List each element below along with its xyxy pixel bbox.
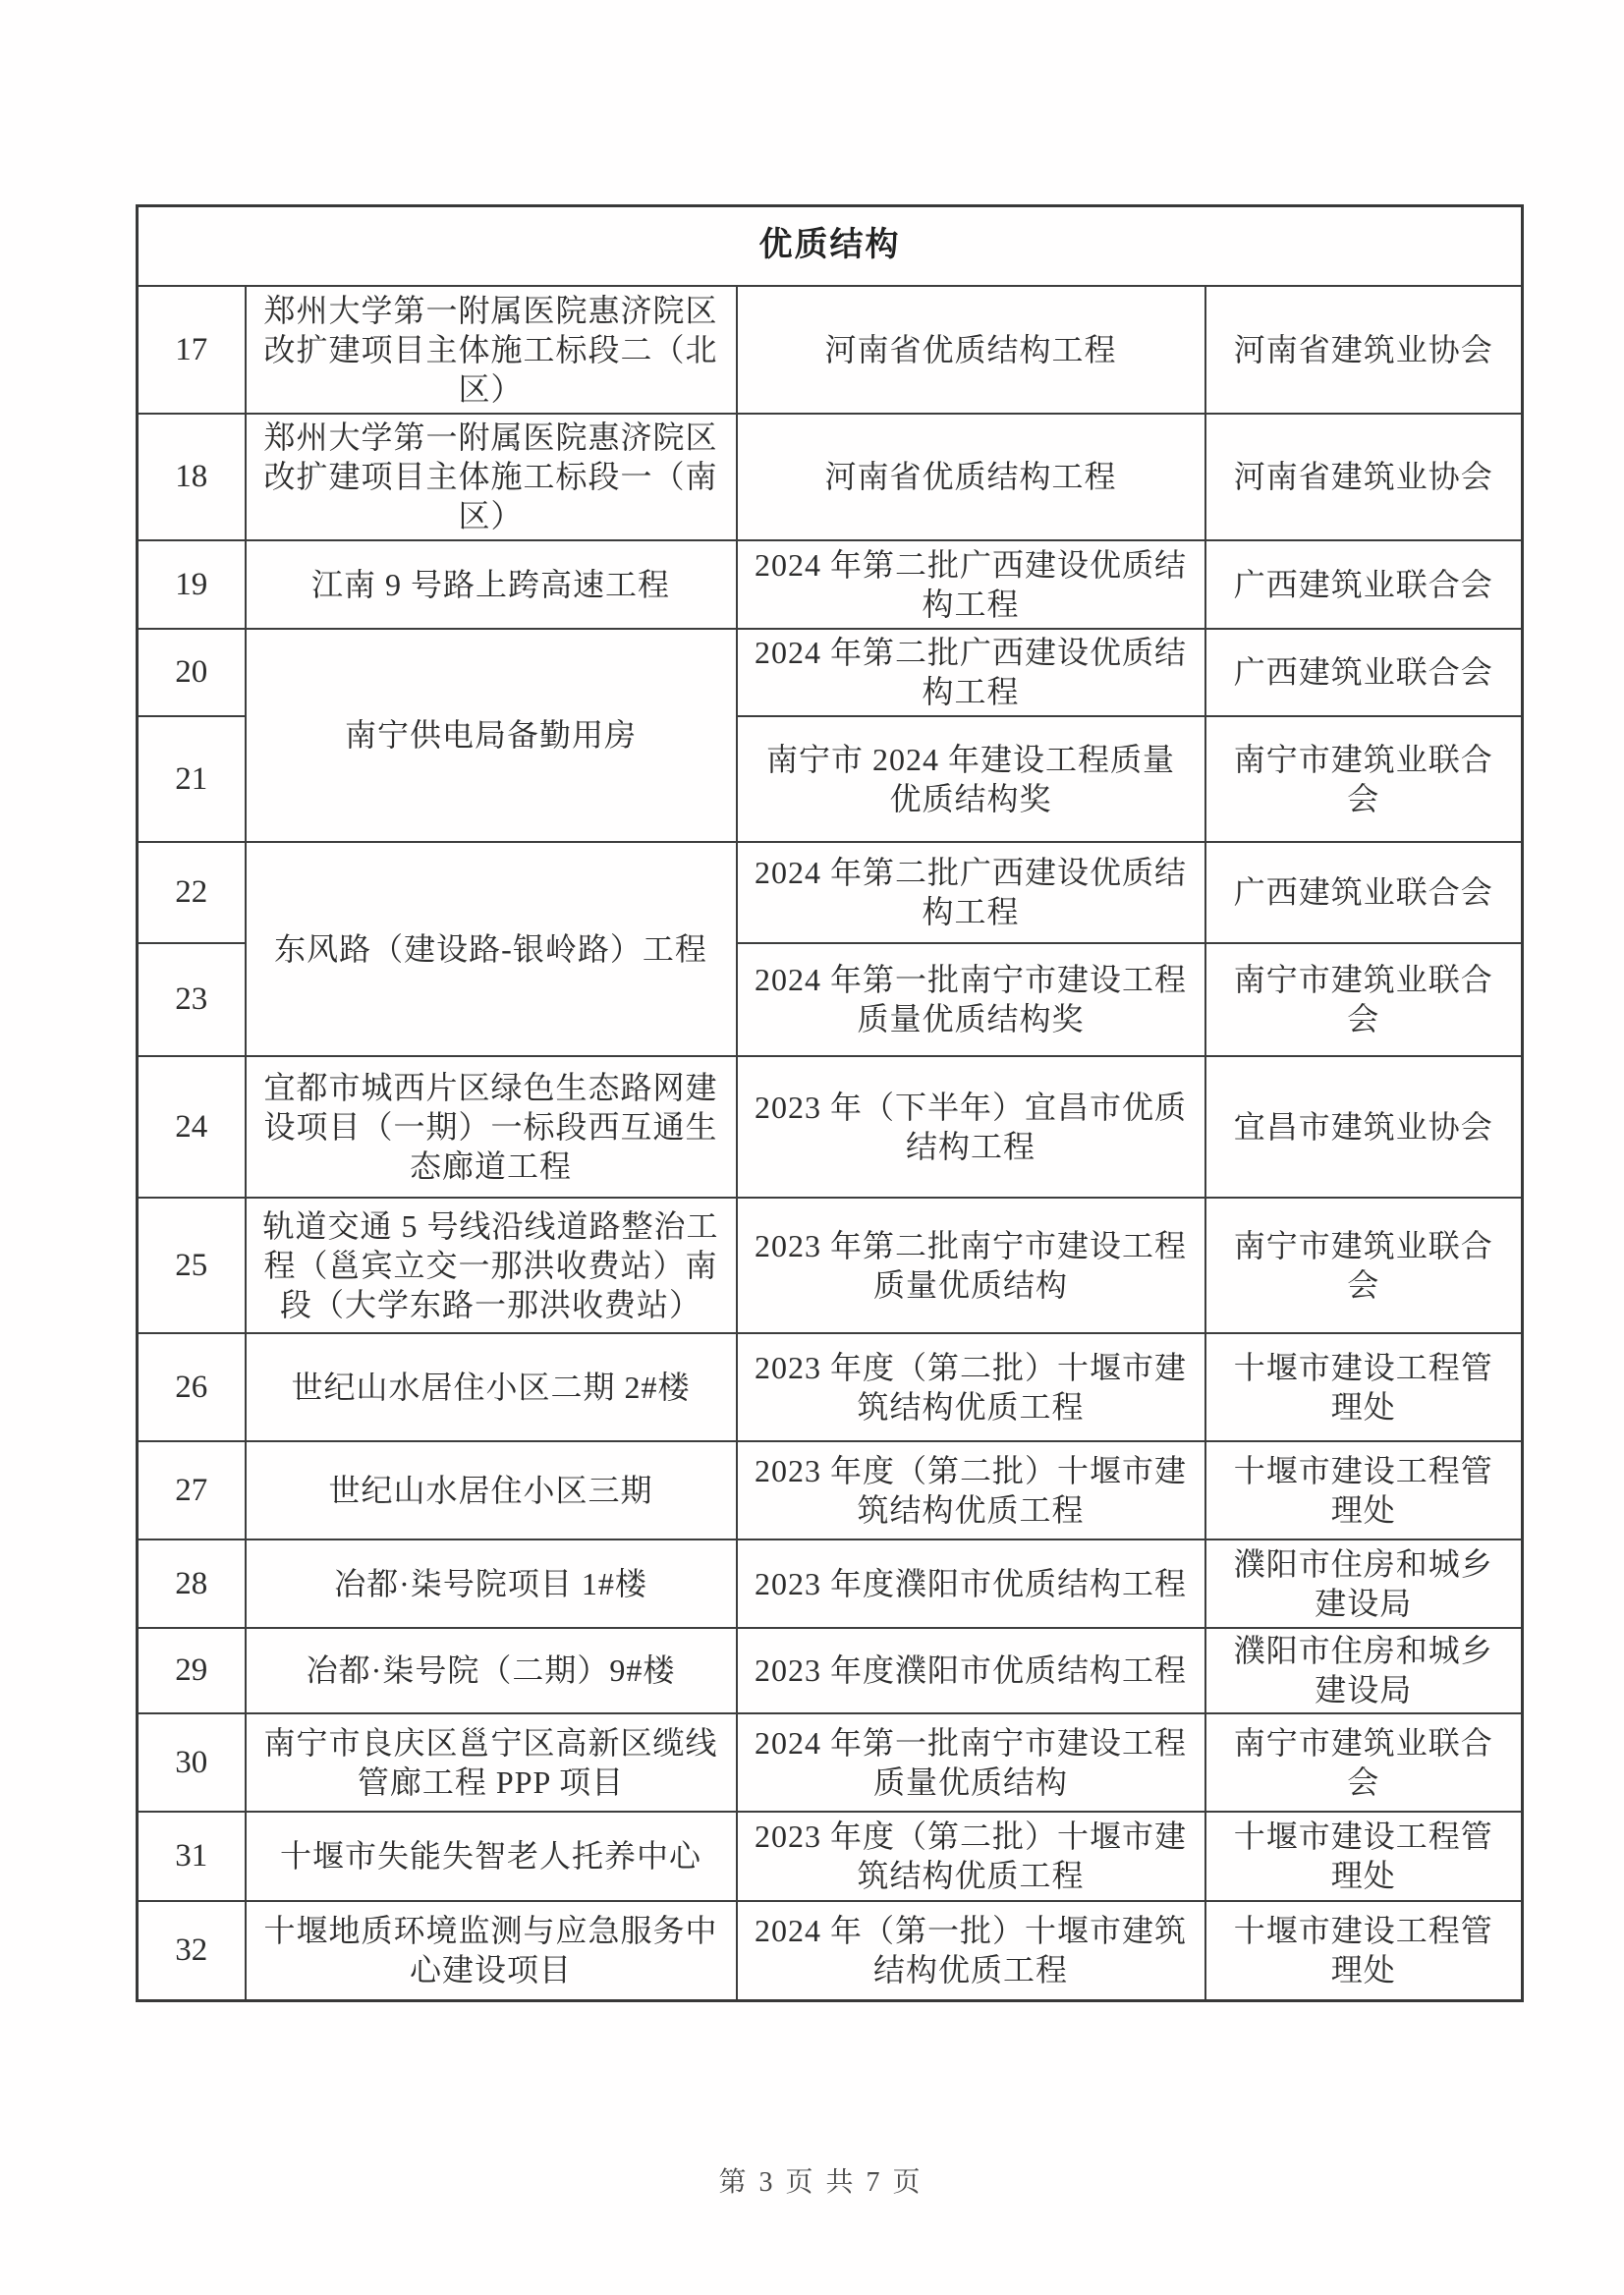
project-name-cell: 世纪山水居住小区三期 <box>246 1441 737 1539</box>
table-row <box>138 1441 1523 1539</box>
project-name-cell: 东风路（建设路-银岭路）工程 <box>246 842 737 1056</box>
project-name-cell: 世纪山水居住小区二期 2#楼 <box>246 1333 737 1441</box>
row-number-cell: 27 <box>138 1441 246 1539</box>
table-header-row <box>138 206 1523 286</box>
awarding-org-cell: 广西建筑业联合会 <box>1205 629 1523 716</box>
row-number-cell: 19 <box>138 540 246 629</box>
row-number-cell: 21 <box>138 716 246 842</box>
row-number-cell: 30 <box>138 1713 246 1812</box>
table-row <box>138 842 1523 943</box>
table-row <box>138 1056 1523 1198</box>
page-footer: 第 3 页 共 7 页 <box>718 2167 924 2198</box>
table-row <box>138 1713 1523 1812</box>
awarding-org-cell: 广西建筑业联合会 <box>1205 540 1523 629</box>
award-name-cell: 2023 年度濮阳市优质结构工程 <box>737 1539 1205 1628</box>
award-name-cell: 河南省优质结构工程 <box>737 286 1205 414</box>
awarding-org-cell: 广西建筑业联合会 <box>1205 842 1523 943</box>
project-name-cell: 轨道交通 5 号线沿线道路整治工程（邕宾立交一那洪收费站）南段（大学东路一那洪收费站） <box>246 1198 737 1333</box>
awarding-org-cell: 十堰市建设工程管理处 <box>1205 1333 1523 1441</box>
table-row <box>138 629 1523 716</box>
row-number-cell: 23 <box>138 943 246 1056</box>
row-number-cell: 26 <box>138 1333 246 1441</box>
row-number-cell: 32 <box>138 1901 246 2001</box>
awarding-org-cell: 十堰市建设工程管理处 <box>1205 1441 1523 1539</box>
table-row <box>138 1812 1523 1901</box>
table-row <box>138 414 1523 540</box>
awarding-org-cell: 十堰市建设工程管理处 <box>1205 1901 1523 2001</box>
project-name-cell: 十堰地质环境监测与应急服务中心建设项目 <box>246 1901 737 2001</box>
awarding-org-cell: 河南省建筑业协会 <box>1205 286 1523 414</box>
award-name-cell: 2023 年度（第二批）十堰市建筑结构优质工程 <box>737 1333 1205 1441</box>
award-name-cell: 2023 年（下半年）宜昌市优质结构工程 <box>737 1056 1205 1198</box>
project-name-cell: 南宁市良庆区邕宁区高新区缆线管廊工程 PPP 项目 <box>246 1713 737 1812</box>
project-name-cell: 江南 9 号路上跨高速工程 <box>246 540 737 629</box>
row-number-cell: 25 <box>138 1198 246 1333</box>
project-name-cell: 南宁供电局备勤用房 <box>246 629 737 842</box>
award-name-cell: 2023 年度（第二批）十堰市建筑结构优质工程 <box>737 1812 1205 1901</box>
project-name-cell: 冶都·柒号院项目 1#楼 <box>246 1539 737 1628</box>
table-row <box>138 1901 1523 2001</box>
project-name-cell: 宜都市城西片区绿色生态路网建设项目（一期）一标段西互通生态廊道工程 <box>246 1056 737 1198</box>
row-number-cell: 18 <box>138 414 246 540</box>
project-name-cell: 郑州大学第一附属医院惠济院区改扩建项目主体施工标段一（南区） <box>246 414 737 540</box>
table-row <box>138 1333 1523 1441</box>
row-number-cell: 28 <box>138 1539 246 1628</box>
award-name-cell: 2024 年第一批南宁市建设工程质量优质结构 <box>737 1713 1205 1812</box>
awarding-org-cell: 宜昌市建筑业协会 <box>1205 1056 1523 1198</box>
awarding-org-cell: 南宁市建筑业联合会 <box>1205 1713 1523 1812</box>
project-name-cell: 十堰市失能失智老人托养中心 <box>246 1812 737 1901</box>
row-number-cell: 31 <box>138 1812 246 1901</box>
awarding-org-cell: 十堰市建设工程管理处 <box>1205 1812 1523 1901</box>
award-name-cell: 2023 年度（第二批）十堰市建筑结构优质工程 <box>737 1441 1205 1539</box>
award-name-cell: 2024 年第一批南宁市建设工程质量优质结构奖 <box>737 943 1205 1056</box>
awarding-org-cell: 濮阳市住房和城乡建设局 <box>1205 1628 1523 1713</box>
row-number-cell: 17 <box>138 286 246 414</box>
table-row <box>138 1628 1523 1713</box>
award-name-cell: 2023 年第二批南宁市建设工程质量优质结构 <box>737 1198 1205 1333</box>
row-number-cell: 24 <box>138 1056 246 1198</box>
award-table-body <box>138 206 1523 2001</box>
row-number-cell: 22 <box>138 842 246 943</box>
quality-structure-table <box>136 204 1524 2002</box>
award-name-cell: 2024 年第二批广西建设优质结构工程 <box>737 540 1205 629</box>
awarding-org-cell: 南宁市建筑业联合会 <box>1205 716 1523 842</box>
table-row <box>138 540 1523 629</box>
award-name-cell: 2024 年第二批广西建设优质结构工程 <box>737 629 1205 716</box>
table-row <box>138 1198 1523 1333</box>
row-number-cell: 20 <box>138 629 246 716</box>
awarding-org-cell: 河南省建筑业协会 <box>1205 414 1523 540</box>
project-name-cell: 郑州大学第一附属医院惠济院区改扩建项目主体施工标段二（北区） <box>246 286 737 414</box>
award-name-cell: 2024 年（第一批）十堰市建筑结构优质工程 <box>737 1901 1205 2001</box>
table-row <box>138 1539 1523 1628</box>
row-number-cell: 29 <box>138 1628 246 1713</box>
awarding-org-cell: 南宁市建筑业联合会 <box>1205 1198 1523 1333</box>
award-name-cell: 2023 年度濮阳市优质结构工程 <box>737 1628 1205 1713</box>
award-name-cell: 2024 年第二批广西建设优质结构工程 <box>737 842 1205 943</box>
award-name-cell: 南宁市 2024 年建设工程质量优质结构奖 <box>737 716 1205 842</box>
table-row <box>138 286 1523 414</box>
award-name-cell: 河南省优质结构工程 <box>737 414 1205 540</box>
awarding-org-cell: 南宁市建筑业联合会 <box>1205 943 1523 1056</box>
table-title: 优质结构 <box>138 206 1523 286</box>
project-name-cell: 冶都·柒号院（二期）9#楼 <box>246 1628 737 1713</box>
awarding-org-cell: 濮阳市住房和城乡建设局 <box>1205 1539 1523 1628</box>
